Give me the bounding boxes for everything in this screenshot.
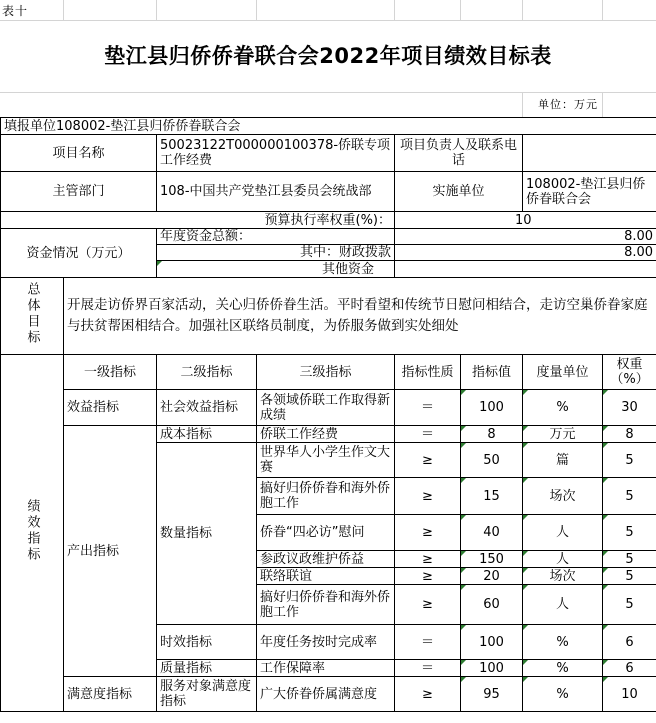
goal-text[interactable]: 开展走访侨界百家活动，关心归侨侨眷生活。平时看望和传统节日慰问相结合，走访空巢侨眷家庭与扶贫帮困相结合。加强社区联络员制度，为侨服务做到实处细处	[64, 278, 656, 355]
funds-label	[1, 229, 157, 278]
row-nature[interactable]: ≥	[395, 478, 461, 515]
goal-label	[1, 278, 64, 355]
row-l3[interactable]: 各领域侨联工作取得新成绩	[257, 390, 395, 426]
funds-other-label: 其他资金	[157, 261, 395, 278]
header-l1: 一级指标	[64, 355, 157, 390]
row-unit[interactable]: %	[523, 390, 603, 426]
row-nature[interactable]: ≥	[395, 443, 461, 478]
header-unit: 度量单位	[523, 355, 603, 390]
header-nature: 指标性质	[395, 355, 461, 390]
row-nature[interactable]: ≥	[395, 585, 461, 625]
row-weight[interactable]: 5	[603, 568, 656, 585]
row-unit[interactable]: %	[523, 660, 603, 677]
row-nature[interactable]: ≥	[395, 551, 461, 568]
perf-label	[1, 355, 64, 712]
sheet-tag: 表十	[2, 4, 29, 18]
impl-value[interactable]: 108002-垫江县归侨侨眷联合会	[523, 172, 656, 212]
row-l3[interactable]: 参政议政维护侨益	[257, 551, 395, 568]
row-value[interactable]: 95	[461, 677, 523, 712]
row-l3[interactable]: 广大侨眷侨属满意度	[257, 677, 395, 712]
row-value[interactable]: 40	[461, 515, 523, 551]
funds-fiscal-label: 其中：财政拨款	[157, 245, 395, 261]
row-unit[interactable]: 人	[523, 585, 603, 625]
row-nature[interactable]: ≥	[395, 677, 461, 712]
row-l3[interactable]: 世界华人小学生作文大赛	[257, 443, 395, 478]
header-l2: 二级指标	[157, 355, 257, 390]
row-nature[interactable]: ＝	[395, 426, 461, 443]
row-l3[interactable]: 侨联工作经费	[257, 426, 395, 443]
row-weight[interactable]: 10	[603, 677, 656, 712]
header-value: 指标值	[461, 355, 523, 390]
row-l1: 效益指标	[64, 390, 157, 426]
row-value[interactable]: 50	[461, 443, 523, 478]
project-name-label: 项目名称	[1, 135, 157, 172]
row-weight[interactable]: 30	[603, 390, 656, 426]
goal-label-text: 总体目标	[24, 282, 40, 346]
dept-value[interactable]: 108-中国共产党垫江县委员会统战部	[157, 172, 395, 212]
row-unit[interactable]: 万元	[523, 426, 603, 443]
row-l2: 服务对象满意度指标	[157, 677, 257, 712]
row-l3[interactable]: 工作保障率	[257, 660, 395, 677]
header-weight: 权重（%）	[603, 355, 656, 390]
row-l2: 社会效益指标	[157, 390, 257, 426]
row-l2: 成本指标	[157, 426, 257, 443]
funds-other-value[interactable]	[395, 261, 656, 278]
project-name-value[interactable]: 50023122T000000100378-侨联专项工作经费	[157, 135, 395, 172]
row-l3[interactable]: 年度任务按时完成率	[257, 625, 395, 660]
row-weight[interactable]: 8	[603, 426, 656, 443]
row-weight[interactable]: 5	[603, 515, 656, 551]
row-value[interactable]: 20	[461, 568, 523, 585]
row-weight[interactable]: 5	[603, 443, 656, 478]
dept-label: 主管部门	[1, 172, 157, 212]
row-unit[interactable]: 篇	[523, 443, 603, 478]
table-row	[1, 390, 656, 426]
unit-label: 单位：万元	[538, 98, 598, 111]
row-unit[interactable]: 人	[523, 515, 603, 551]
row-l2: 时效指标	[157, 625, 257, 660]
funds-total-value[interactable]: 8.00	[395, 229, 656, 245]
row-unit[interactable]: %	[523, 625, 603, 660]
row-l1: 满意度指标	[64, 677, 157, 712]
row-value[interactable]: 15	[461, 478, 523, 515]
row-nature[interactable]: ＝	[395, 625, 461, 660]
row-value[interactable]: 100	[461, 625, 523, 660]
row-l2: 质量指标	[157, 660, 257, 677]
fill-unit: 填报单位108002-垫江县归侨侨眷联合会	[1, 118, 656, 135]
row-nature[interactable]: ＝	[395, 390, 461, 426]
impl-label: 实施单位	[395, 172, 523, 212]
funds-fiscal-value[interactable]: 8.00	[395, 245, 656, 261]
row-l3[interactable]: 搞好归侨侨眷和海外侨胞工作	[257, 585, 395, 625]
owner-value[interactable]	[523, 135, 656, 172]
owner-label: 项目负责人及联系电话	[395, 135, 523, 172]
row-l1: 产出指标	[64, 426, 157, 677]
row-unit[interactable]: 人	[523, 551, 603, 568]
table-row	[1, 677, 656, 712]
row-l3[interactable]: 侨眷“四必访”慰问	[257, 515, 395, 551]
row-l3[interactable]: 搞好归侨侨眷和海外侨胞工作	[257, 478, 395, 515]
row-unit[interactable]: 场次	[523, 568, 603, 585]
table-row	[1, 426, 656, 443]
header-l3: 三级指标	[257, 355, 395, 390]
sheet-grid-top	[0, 0, 656, 21]
performance-table	[0, 117, 656, 712]
row-value[interactable]: 100	[461, 660, 523, 677]
row-unit[interactable]: %	[523, 677, 603, 712]
row-value[interactable]: 150	[461, 551, 523, 568]
row-weight[interactable]: 6	[603, 660, 656, 677]
row-value[interactable]: 8	[461, 426, 523, 443]
row-weight[interactable]: 5	[603, 551, 656, 568]
row-unit[interactable]: 场次	[523, 478, 603, 515]
row-value[interactable]: 100	[461, 390, 523, 426]
row-value[interactable]: 60	[461, 585, 523, 625]
funds-label-text: 资金情况（万元）	[26, 245, 131, 261]
row-weight[interactable]: 5	[603, 585, 656, 625]
budget-weight-value[interactable]: 10	[395, 212, 656, 229]
funds-total-label: 年度资金总额：	[157, 229, 395, 245]
page-title: 垫江县归侨侨眷联合会2022年项目绩效目标表	[104, 44, 552, 68]
row-weight[interactable]: 6	[603, 625, 656, 660]
budget-weight-label: 预算执行率权重(%)：	[1, 212, 395, 229]
row-nature[interactable]: ≥	[395, 568, 461, 585]
perf-label-text: 绩效指标	[24, 499, 40, 563]
row-nature[interactable]: ＝	[395, 660, 461, 677]
row-nature[interactable]: ≥	[395, 515, 461, 551]
row-l2: 数量指标	[157, 443, 257, 625]
row-weight[interactable]: 5	[603, 478, 656, 515]
row-l3[interactable]: 联络联谊	[257, 568, 395, 585]
